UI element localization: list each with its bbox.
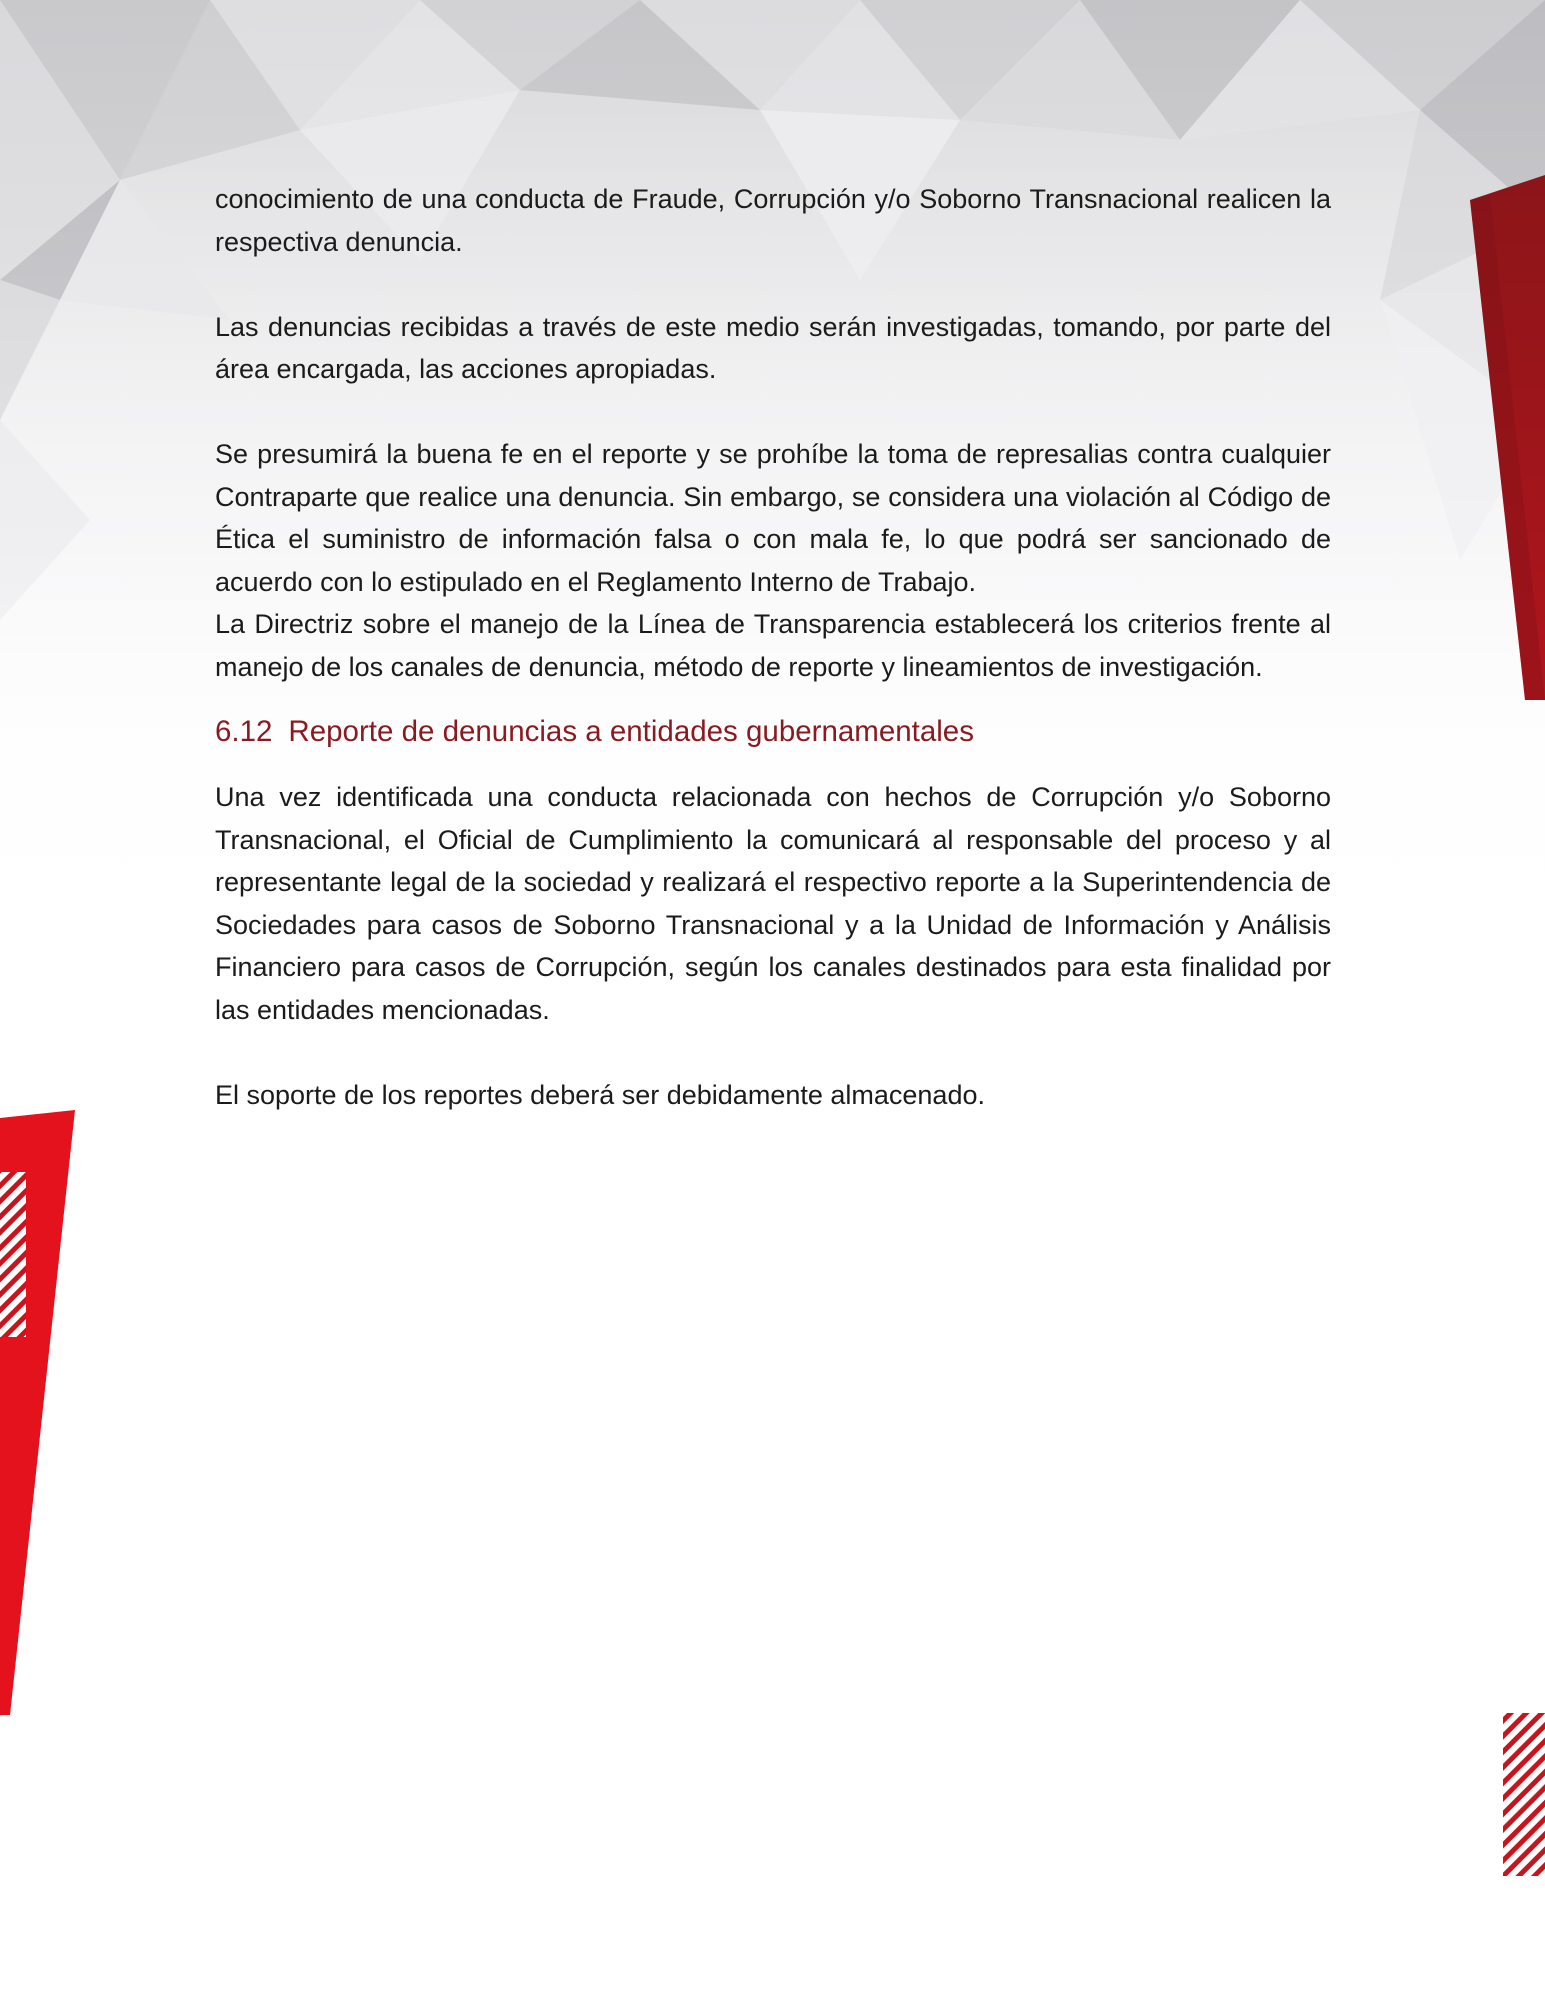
paragraph-investigation: Las denuncias recibidas a través de este medio serán investigadas, tomando, por parte del área encargada, las acciones apropiadas.: [215, 311, 1331, 384]
section-number: 6.12: [215, 715, 273, 748]
paragraph-transparency-line: La Directriz sobre el manejo de la Línea de Transparencia establecerá los criterios frente al manejo de los canales de denuncia, método de reporte y lineamientos de investigación.: [215, 609, 1331, 682]
section-title: Reporte de denuncias a entidades gubernamentales: [288, 715, 974, 748]
paragraph-good-faith: Se presumirá la buena fe en el reporte y se prohíbe la toma de represalias contra cualquier Contraparte que realice una denuncia. Sin embargo, se considera una violación al Código de Ética el suministro de información falsa o con mala fe, lo que podrá ser sancionado de acuerdo con lo estipulado en el Reglamento Interno de Trabajo.: [215, 439, 1331, 597]
paragraph-report-procedure: Una vez identificada una conducta relacionada con hechos de Corrupción y/o Soborno Transnacional, el Oficial de Cumplimiento la comunicará al responsable del proceso y al representante legal de la sociedad y realizará el respectivo reporte a la Superintendencia de Sociedades para casos de Soborno Transnacional y a la Unidad de Información y Análisis Financiero para casos de Corrupción, según los canales destinados para esta finalidad por las entidades mencionadas.: [215, 782, 1331, 1025]
paragraph-report-storage: El soporte de los reportes deberá ser debidamente almacenado.: [215, 1079, 985, 1110]
paragraph-denuncia-intro: conocimiento de una conducta de Fraude, Corrupción y/o Soborno Transnacional realicen la respectiva denuncia.: [215, 184, 1331, 257]
section-heading: [215, 712, 1331, 752]
left-red-stripe: [0, 1110, 75, 1715]
bottom-right-hatch: [1503, 1713, 1545, 1876]
document-body: [215, 178, 1331, 1116]
